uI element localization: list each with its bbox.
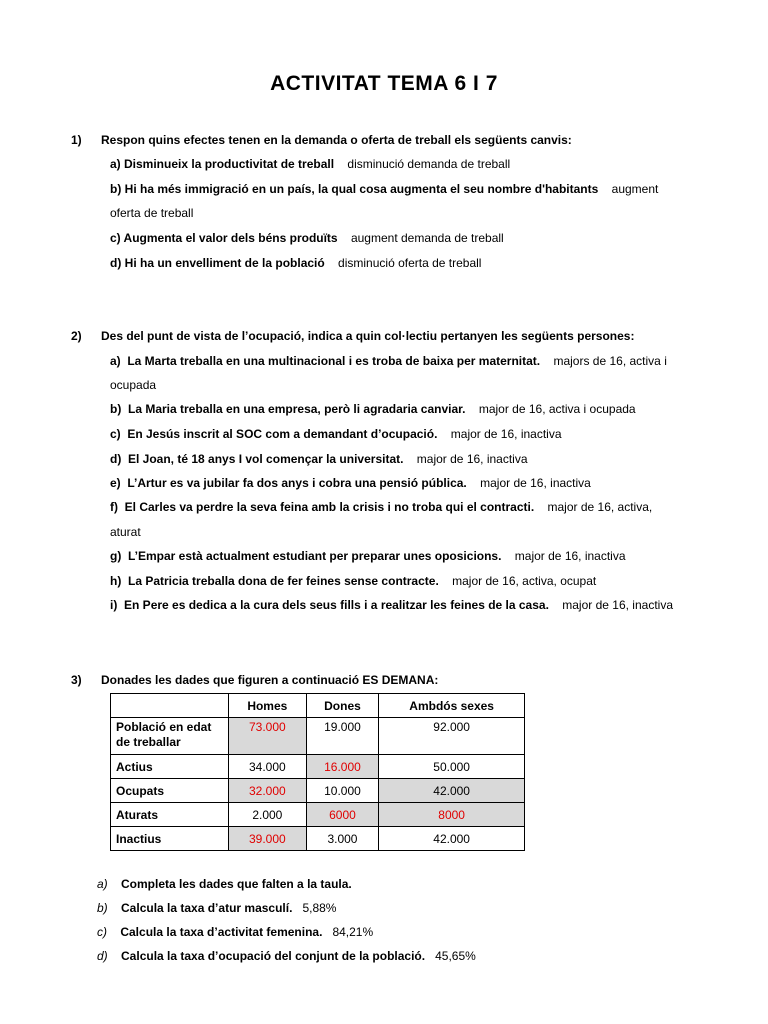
q1-item-c-answer: augment demanda de treball [350,231,504,245]
question-3-text: Donades les dades que figuren a continuació ES DEMANA: [101,673,439,687]
table-cell: 73.000 [229,718,307,755]
q3-task-d-letter: d) [97,949,108,963]
q2-item-b-question: La Maria treballa en una empresa, però li agradaria canviar. [128,402,466,416]
q3-task-d [97,949,476,963]
table-cell: 92.000 [379,718,525,755]
question-1-text: Respon quins efectes tenen en la demanda o oferta de treball els següents canvis: [101,133,572,147]
q2-item-b [110,402,636,416]
q2-item-f-letter: f) [110,500,118,514]
q3-task-c-question: Calcula la taxa d’activitat femenina. [120,925,323,939]
q2-item-f-answer: major de 16, activa, [547,500,653,514]
q2-item-a-question: La Marta treballa en una multinacional i es troba de baixa per maternitat. [127,354,541,368]
q1-item-a-answer: disminució demanda de treball [347,157,511,171]
data-table [110,693,525,851]
table-row [111,803,525,827]
row-label: Ocupats [111,779,229,803]
q2-item-a-letter: a) [110,354,121,368]
q2-item-a [110,354,667,368]
q2-item-g [110,549,626,563]
q1-item-d-answer: disminució oferta de treball [338,256,482,270]
q3-task-a-question: Completa les dades que falten a la taula. [121,877,352,891]
q2-item-i-letter: i) [110,598,118,612]
q3-task-a-letter: a) [97,877,108,891]
q2-item-g-question: L’Empar està actualment estudiant per preparar unes oposicions. [128,549,502,563]
q1-item-c [110,231,504,245]
q2-item-e-question: L’Artur es va jubilar fa dos anys i cobra una pensió pública. [127,476,467,490]
q3-task-c-answer: 84,21% [332,925,374,939]
q1-item-b-question: b) Hi ha més immigració en un país, la qual cosa augmenta el seu nombre d'habitants [110,182,599,196]
q1-item-a-question: a) Disminueix la productivitat de treball [110,157,335,171]
q3-task-d-answer: 45,65% [435,949,476,963]
q1-item-d-question: d) Hi ha un envelliment de la població [110,256,325,270]
q2-item-d-question: El Joan, té 18 anys I vol començar la universitat. [128,452,404,466]
table-cell: 19.000 [306,718,379,755]
table-header-ambdos: Ambdós sexes [379,694,525,718]
table-cell: 2.000 [229,803,307,827]
q2-item-c-letter: c) [110,427,121,441]
q2-item-g-letter: g) [110,549,122,563]
q2-item-c-answer: major de 16, inactiva [450,427,562,441]
row-label: Actius [111,755,229,779]
q1-item-a [110,157,510,171]
table-header-dones: Dones [306,694,379,718]
q2-item-g-answer: major de 16, inactiva [514,549,626,563]
q2-item-f-answer-cont: aturat [110,525,141,539]
q3-task-b-answer: 5,88% [302,901,337,915]
q3-task-c [97,925,373,939]
row-label: Aturats [111,803,229,827]
row-label: Població en edat de treballar [111,718,229,755]
q2-item-b-answer: major de 16, activa i ocupada [478,402,636,416]
q1-item-b-answer-cont: oferta de treball [110,206,194,220]
table-row [111,827,525,851]
table-header-row [111,694,525,718]
q2-item-b-letter: b) [110,402,122,416]
q2-item-i [110,598,673,612]
q1-item-b [110,182,658,196]
q2-item-a-answer: majors de 16, activa i [553,354,667,368]
table-row [111,755,525,779]
q2-item-h-answer: major de 16, activa, ocupat [452,574,597,588]
table-cell: 6000 [306,803,379,827]
table-row [111,779,525,803]
table-header-homes: Homes [229,694,307,718]
q3-task-b [97,901,336,915]
q3-task-b-letter: b) [97,901,108,915]
q2-item-f [110,500,652,514]
table-cell: 42.000 [379,827,525,851]
page-title: ACTIVITAT TEMA 6 I 7 [270,72,498,95]
q3-task-b-question: Calcula la taxa d’atur masculí. [121,901,293,915]
table-cell: 39.000 [229,827,307,851]
q1-item-d [110,256,481,270]
table-cell: 3.000 [306,827,379,851]
table-cell: 10.000 [306,779,379,803]
q2-item-f-question: El Carles va perdre la seva feina amb la crisis i no troba qui el contracti. [124,500,535,514]
q2-item-d [110,452,528,466]
q2-item-i-answer: major de 16, inactiva [562,598,673,612]
q2-item-a-answer-cont: ocupada [110,378,157,392]
q1-item-b-answer: augment [611,182,659,196]
q2-item-c [110,427,562,441]
q3-task-c-letter: c) [97,925,107,939]
table-cell: 42.000 [379,779,525,803]
table-cell: 16.000 [306,755,379,779]
q2-item-d-answer: major de 16, inactiva [416,452,528,466]
q1-item-c-question: c) Augmenta el valor dels béns produïts [110,231,338,245]
row-label: Inactius [111,827,229,851]
q2-item-e [110,476,591,490]
question-3-number: 3) [71,673,82,687]
q2-item-h-letter: h) [110,574,122,588]
q2-item-i-question: En Pere es dedica a la cura dels seus fills i a realitzar les feines de la casa. [124,598,549,612]
q3-task-a [97,877,352,891]
question-2-text: Des del punt de vista de l’ocupació, indica a quin col·lectiu pertanyen les següents persones: [101,329,635,343]
table-cell: 50.000 [379,755,525,779]
table-cell: 34.000 [229,755,307,779]
q3-task-d-question: Calcula la taxa d’ocupació del conjunt de la població. [121,949,426,963]
q2-item-h-question: La Patricia treballa dona de fer feines sense contracte. [128,574,439,588]
table-cell: 32.000 [229,779,307,803]
table-cell: 8000 [379,803,525,827]
q2-item-h [110,574,596,588]
q2-item-e-answer: major de 16, inactiva [480,476,591,490]
question-1-number: 1) [71,133,82,147]
q2-item-e-letter: e) [110,476,121,490]
question-2-number: 2) [71,329,82,343]
q2-item-c-question: En Jesús inscrit al SOC com a demandant d’ocupació. [127,427,438,441]
q2-item-d-letter: d) [110,452,122,466]
table-row [111,718,525,755]
table-header-empty [111,694,229,718]
